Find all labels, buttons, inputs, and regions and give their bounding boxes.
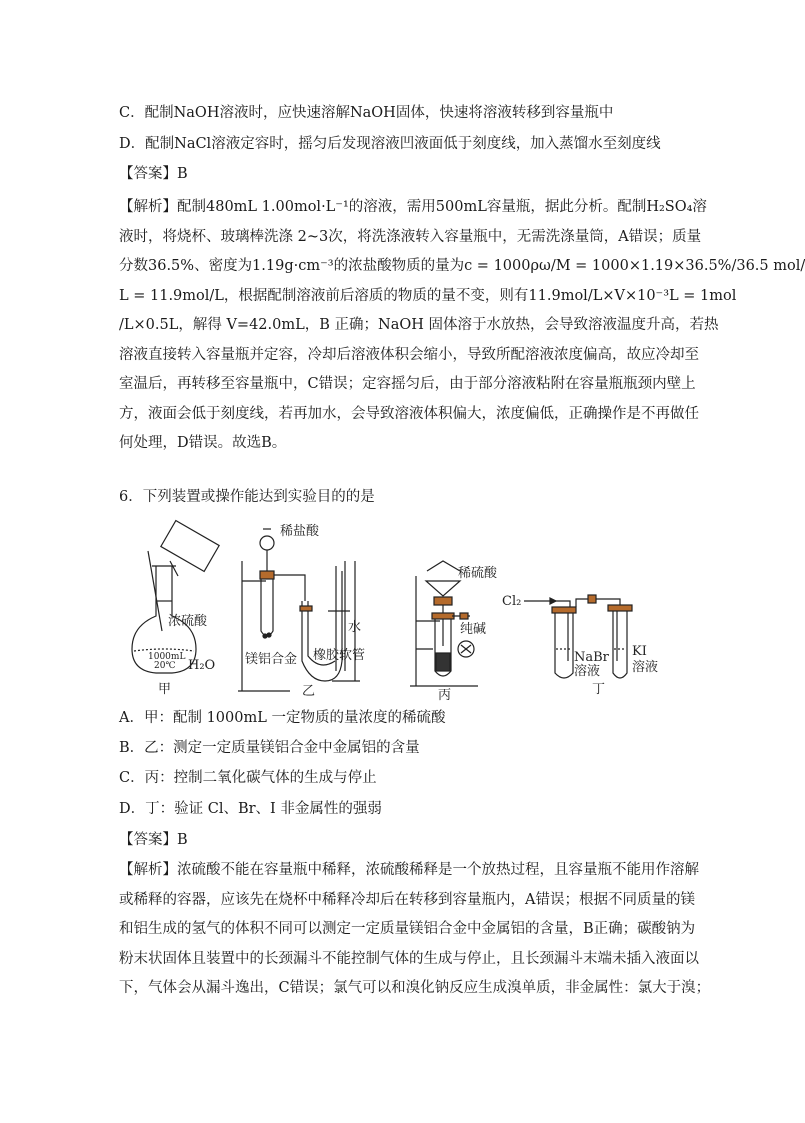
label-yi-alloy: 镁铝合金 (245, 652, 298, 667)
apparatus-jia (132, 521, 219, 673)
q5-option-c: C．配制NaOH溶液时，应快速溶解NaOH固体，快速将溶液转移到容量瓶中 (119, 105, 614, 121)
q5-analysis (119, 193, 805, 459)
q6-option-b: B．乙：测定一定质量镁铝合金中金属铝的含量 (119, 740, 420, 756)
q5-analysis-line: 分数36.5%、密度为1.19g·cm⁻³的浓盐酸物质的量为c = 1000ρω/M = 1000×1.19×36.5%/36.5 mol/ (119, 258, 805, 274)
q6-stem: 6．下列装置或操作能达到实验目的的是 (119, 489, 375, 505)
label-yi-water: 水 (348, 620, 362, 635)
label-yi-acid: 稀盐酸 (280, 524, 320, 539)
q5-analysis-line: 何处理，D错误。故选B。 (119, 435, 287, 451)
q5-analysis-line: 【解析】配制480mL 1.00mol·L⁻¹的溶液，需用500mL容量瓶，据此分析。配制H₂SO₄溶 (119, 199, 707, 215)
q5-analysis-line: 方，液面会低于刻度线，若再加水，会导致溶液体积偏大，浓度偏低，正确操作是不再做任 (119, 405, 699, 422)
label-ding-nabr-sol: 溶液 (574, 664, 601, 679)
q6-analysis-line: 和铝生成的氢气的体积不同可以测定一定质量镁铝合金中金属铝的含量，B正确；碳酸钠为 (119, 921, 696, 937)
label-bing-acid: 稀硫酸 (458, 566, 498, 581)
label-bing-solid: 纯碱 (460, 622, 487, 637)
q6-analysis (119, 856, 711, 1004)
caption-bing: 丙 (438, 688, 452, 703)
q5-answer: 【答案】B (119, 166, 188, 182)
q6-analysis-line: 或稀释的容器，应该先在烧杯中稀释冷却后在转移到容量瓶内，A错误；根据不同质量的镁 (119, 891, 695, 908)
label-ding-nabr: NaBr (574, 650, 609, 665)
q6-analysis-line: 粉末状固体且装置中的长颈漏斗不能控制气体的生成与停止，且长颈漏斗末端未插入液面以 (119, 950, 699, 967)
q6-option-a: A．甲：配制 1000mL 一定物质的量浓度的稀硫酸 (119, 710, 446, 726)
q5-analysis-line: 室温后，再转移至容量瓶中，C错误；定容摇匀后，由于部分溶液粘附在容量瓶瓶颈内壁上 (119, 376, 696, 392)
label-ding-ki: KI (632, 644, 647, 659)
q5-option-d: D．配制NaCl溶液定容时，摇匀后发现溶液凹液面低于刻度线，加入蒸馏水至刻度线 (119, 136, 661, 152)
label-jia-temp: 20℃ (154, 661, 176, 671)
label-yi-tube: 橡胶软管 (313, 648, 366, 663)
q6-option-d: D．丁：验证 Cl、Br、I 非金属性的强弱 (119, 801, 382, 817)
caption-yi: 乙 (302, 684, 316, 699)
caption-ding: 丁 (592, 682, 606, 697)
label-jia-acid: 浓硫酸 (168, 614, 208, 629)
q6-answer: 【答案】B (119, 832, 188, 848)
apparatus-diagram (130, 521, 659, 703)
apparatus-figure (130, 521, 659, 703)
q5-analysis-line: 溶液直接转入容量瓶并定容，冷却后溶液体积会缩小，导致所配溶液浓度偏高，故应冷却至 (119, 346, 699, 363)
q5-analysis-line: L = 11.9mol/L，根据配制溶液前后溶质的物质的量不变，则有11.9mol/L×V×10⁻³L = 1mol (119, 287, 737, 304)
q5-analysis-line: 液时，将烧杯、玻璃棒洗涤 2~3次，将洗涤液转入容量瓶中，无需洗涤量筒，A错误；质量 (119, 228, 702, 245)
q6-analysis-line: 下，气体会从漏斗逸出，C错误；氯气可以和溴化钠反应生成溴单质，非金属性：氯大于溴； (119, 980, 711, 996)
label-jia-volume: 1000mL (148, 652, 186, 662)
q6-analysis-line: 【解析】浓硫酸不能在容量瓶中稀释，浓硫酸稀释是一个放热过程，且容量瓶不能用作溶解 (119, 862, 699, 878)
caption-jia: 甲 (158, 682, 172, 697)
label-ding-gas: Cl₂ (502, 594, 522, 609)
label-ding-ki-sol: 溶液 (632, 660, 659, 675)
label-jia-water: H₂O (188, 658, 216, 673)
q5-analysis-line: /L×0.5L，解得 V=42.0mL，B 正确；NaOH 固体溶于水放热，会导致溶液温度升高，若热 (119, 317, 719, 333)
q6-option-c: C．丙：控制二氧化碳气体的生成与停止 (119, 770, 377, 786)
